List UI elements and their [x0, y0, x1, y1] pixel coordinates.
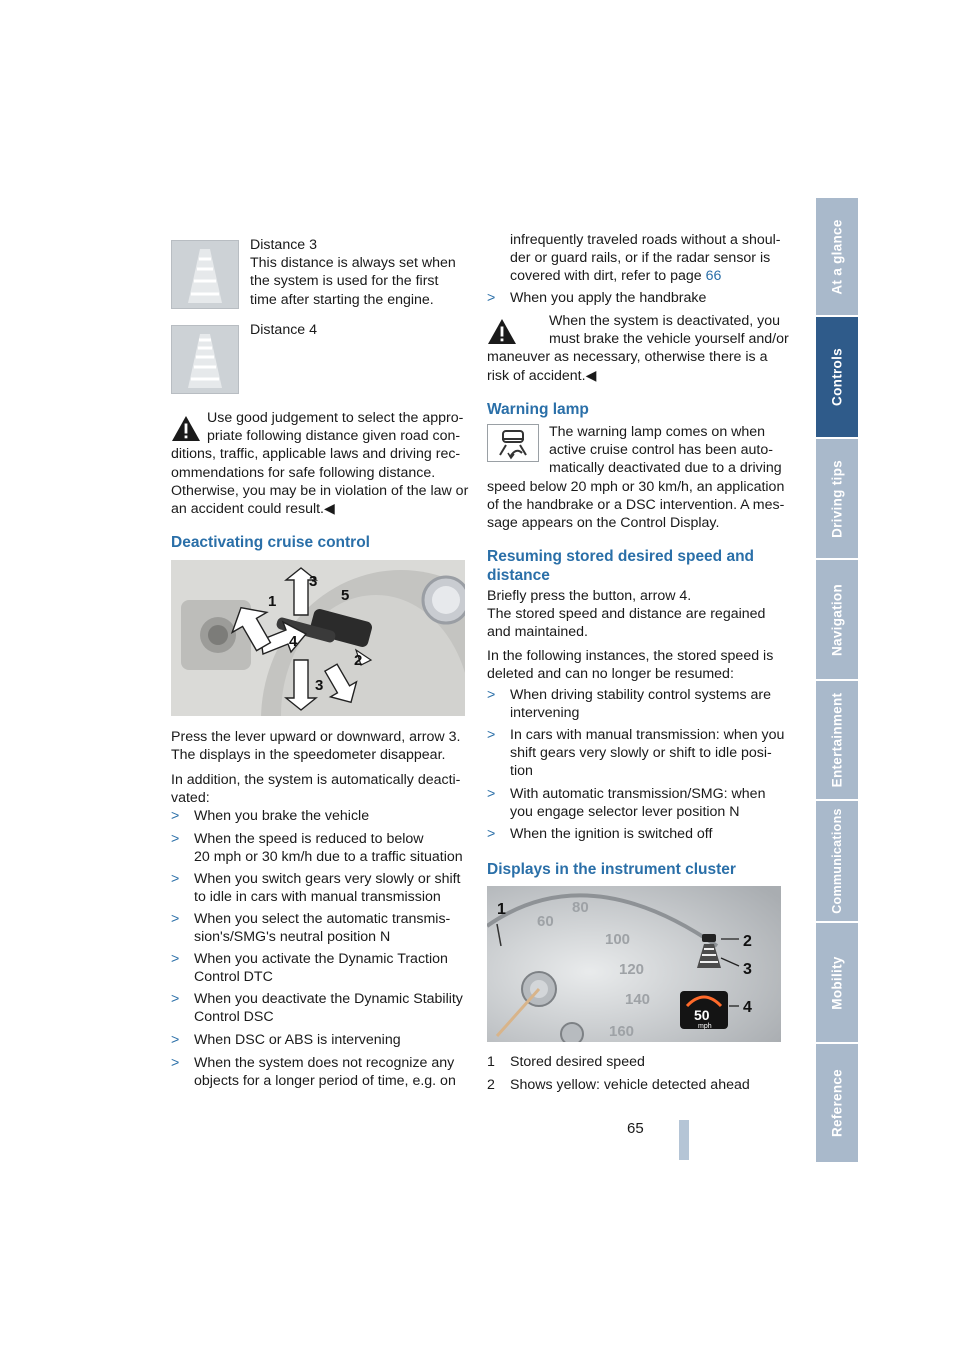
heading-line: Resuming stored desired speed and [487, 548, 755, 565]
instrument-cluster-figure [487, 886, 781, 1042]
figure-label: 3 [743, 961, 752, 978]
paragraph-line: matically deactivated due to a driving [549, 460, 782, 477]
distance-3-title: Distance 3 [250, 237, 318, 253]
figure-label: 2 [743, 933, 752, 950]
warning-line: ditions, traffic, applicable laws and driving rec- [171, 446, 461, 463]
paragraph-line: of the handbrake or a DSC intervention. A mes- [487, 496, 785, 513]
figure-label: 3 [315, 677, 324, 694]
legend-item [487, 1053, 645, 1071]
warning-text [171, 409, 471, 518]
tab-label: Driving tips [829, 459, 845, 538]
list-item-text: objects for a longer period of time, e.g. on [194, 1073, 456, 1090]
tab-entertainment[interactable] [816, 681, 858, 801]
tab-label: Reference [829, 1069, 845, 1137]
page-link[interactable]: 66 [705, 268, 722, 285]
resuming-paragraph-2 [487, 647, 773, 683]
paragraph-line: infrequently traveled roads without a shoul- [510, 232, 781, 248]
paragraph-line: Briefly press the button, arrow 4. [487, 588, 692, 604]
distance-3-line: This distance is always set when [250, 255, 456, 272]
bullet-mark: > [487, 727, 496, 743]
paragraph-line: covered with dirt, refer to page [510, 268, 706, 285]
paragraph-line: The stored speed and distance are regained [487, 606, 766, 623]
section-heading-warning-lamp: Warning lamp [487, 401, 589, 418]
distance-3-image [171, 240, 239, 309]
paragraph-line: The displays in the speedometer disappear. [171, 747, 446, 764]
bullet-mark: > [487, 687, 496, 703]
bullet-mark: > [171, 831, 180, 847]
paragraph-line: In the following instances, the stored speed is [487, 648, 774, 664]
dial-number: 60 [537, 913, 554, 930]
list-item-text: tion [510, 763, 533, 780]
warning-line: risk of accident.◀ [487, 367, 597, 384]
list-item-text: intervening [510, 705, 580, 722]
legend-item [487, 1076, 750, 1094]
list-item-text: When you deactivate the Dynamic Stability [194, 991, 463, 1007]
legend-number: 2 [487, 1077, 495, 1093]
warning-line: Otherwise, you may be in violation of the law or [171, 482, 469, 499]
figure-label: 4 [743, 999, 752, 1016]
chapter-tabs [816, 198, 858, 1164]
section-heading-deactivating: Deactivating cruise control [171, 534, 370, 551]
list-item-text: When you activate the Dynamic Traction [194, 951, 448, 967]
paragraph-line: speed below 20 mph or 30 km/h, an application [487, 478, 785, 495]
warning-lamp-text [487, 423, 784, 532]
tab-label: Mobility [829, 955, 845, 1010]
deactivating-paragraph-2 [171, 771, 460, 807]
list-item-text: sion's/SMG's neutral position N [194, 929, 391, 946]
tab-controls[interactable] [816, 317, 858, 439]
list-item-text: shift gears very slowly or shift to idle posi- [510, 745, 772, 762]
deactivating-paragraph-1 [171, 728, 460, 764]
warning-line: an accident could result.◀ [171, 501, 335, 518]
figure-label: 4 [289, 633, 298, 650]
warning-line: ommendations for safe following distance. [171, 464, 436, 481]
paragraph-line: sage appears on the Control Display. [487, 515, 720, 532]
list-item-text: to idle in cars with manual transmission [194, 889, 441, 906]
list-item-text: When the speed is reduced to below [194, 831, 424, 847]
distance-3-line: the system is used for the first [250, 273, 439, 290]
warning-line: When the system is deactivated, you [549, 313, 781, 329]
tab-label: Controls [829, 348, 845, 406]
tab-mobility[interactable] [816, 923, 858, 1044]
cluster-speed-value: 50 [694, 1007, 710, 1023]
tab-label: At a glance [829, 218, 845, 295]
list-item-text: When driving stability control systems are [510, 687, 771, 703]
paragraph-line: deleted and can no longer be resumed: [487, 666, 734, 683]
paragraph-line: The warning lamp comes on when [549, 424, 766, 440]
section-heading-displays: Displays in the instrument cluster [487, 861, 736, 878]
page-number-bar [679, 1120, 689, 1160]
distance-3-text [250, 236, 456, 309]
heading-line: distance [487, 567, 550, 584]
distance-4-title: Distance 4 [250, 322, 318, 338]
section-heading-resuming [487, 547, 754, 585]
list-item-text: In cars with manual transmission: when you [510, 727, 785, 743]
tab-label: Communications [830, 808, 844, 914]
bullet-mark: > [487, 786, 496, 802]
paragraph-line: Press the lever upward or downward, arrow 3. [171, 729, 461, 745]
dial-number: 140 [625, 991, 651, 1008]
paragraph-line: der or guard rails, or if the radar sensor is [510, 250, 771, 267]
dial-number: 80 [572, 899, 589, 916]
dial-number: 120 [619, 961, 645, 978]
legend-text: Stored desired speed [510, 1054, 645, 1070]
warning-line: must brake the vehicle yourself and/or [549, 331, 789, 348]
list-item-text: you engage selector lever position N [510, 804, 740, 821]
list-item-text: When you apply the handbrake [510, 290, 707, 306]
list-item-text: Control DTC [194, 969, 273, 986]
warning-text [487, 312, 787, 385]
legend-number: 1 [487, 1054, 495, 1070]
legend-text: Shows yellow: vehicle detected ahead [510, 1077, 750, 1093]
cluster-speed-unit: mph [698, 1023, 712, 1030]
bullet-mark: > [171, 911, 180, 927]
warning-line: priate following distance given road con- [207, 428, 461, 445]
bullet-mark: > [171, 991, 180, 1007]
paragraph-line: vated: [171, 790, 210, 807]
bullet-mark: > [487, 290, 496, 306]
bullet-mark: > [171, 951, 180, 967]
list-item-text: When you switch gears very slowly or shift [194, 871, 461, 887]
list-item-text: When the system does not recognize any [194, 1055, 455, 1071]
list-item-text: When you select the automatic transmis- [194, 911, 451, 927]
figure-label: 5 [341, 587, 350, 604]
bullet-mark: > [171, 1055, 180, 1071]
warning-line: maneuver as necessary, otherwise there is a [487, 349, 768, 366]
paragraph-line: In addition, the system is automatically deacti- [171, 772, 461, 788]
bullet-mark: > [171, 1032, 180, 1048]
resuming-paragraph-1 [487, 587, 765, 642]
distance-4-image [171, 325, 239, 394]
tab-reference[interactable] [816, 1044, 858, 1164]
list-item-text: 20 mph or 30 km/h due to a traffic situation [194, 849, 463, 866]
continued-text [510, 231, 781, 286]
list-item-text: Control DSC [194, 1009, 274, 1026]
figure-label: 2 [354, 652, 363, 669]
bullet-mark: > [487, 826, 496, 842]
tab-at-a-glance[interactable] [816, 198, 858, 317]
tab-driving-tips[interactable] [816, 439, 858, 560]
figure-label: 1 [268, 593, 277, 610]
tab-label: Navigation [829, 583, 845, 656]
list-item-text: When DSC or ABS is intervening [194, 1032, 401, 1048]
warning-line: Use good judgement to select the appro- [207, 410, 464, 426]
distance-3-line: time after starting the engine. [250, 291, 434, 308]
tab-label: Entertainment [829, 692, 845, 788]
list-item-text: When the ignition is switched off [510, 826, 713, 842]
tab-communications[interactable] [816, 801, 858, 923]
list-item-text: When you brake the vehicle [194, 808, 370, 824]
bullet-mark: > [171, 808, 180, 824]
page-number: 65 [627, 1120, 644, 1137]
paragraph-line: and maintained. [487, 624, 588, 641]
dial-number: 160 [609, 1023, 635, 1040]
bullet-mark: > [171, 871, 180, 887]
figure-label: 3 [309, 573, 318, 590]
list-item-text: With automatic transmission/SMG: when [510, 786, 766, 802]
paragraph-line: active cruise control has been auto- [549, 442, 773, 459]
dial-number: 100 [605, 931, 631, 948]
figure-label: 1 [497, 901, 506, 918]
tab-navigation[interactable] [816, 560, 858, 681]
cruise-lever-figure [171, 560, 465, 716]
